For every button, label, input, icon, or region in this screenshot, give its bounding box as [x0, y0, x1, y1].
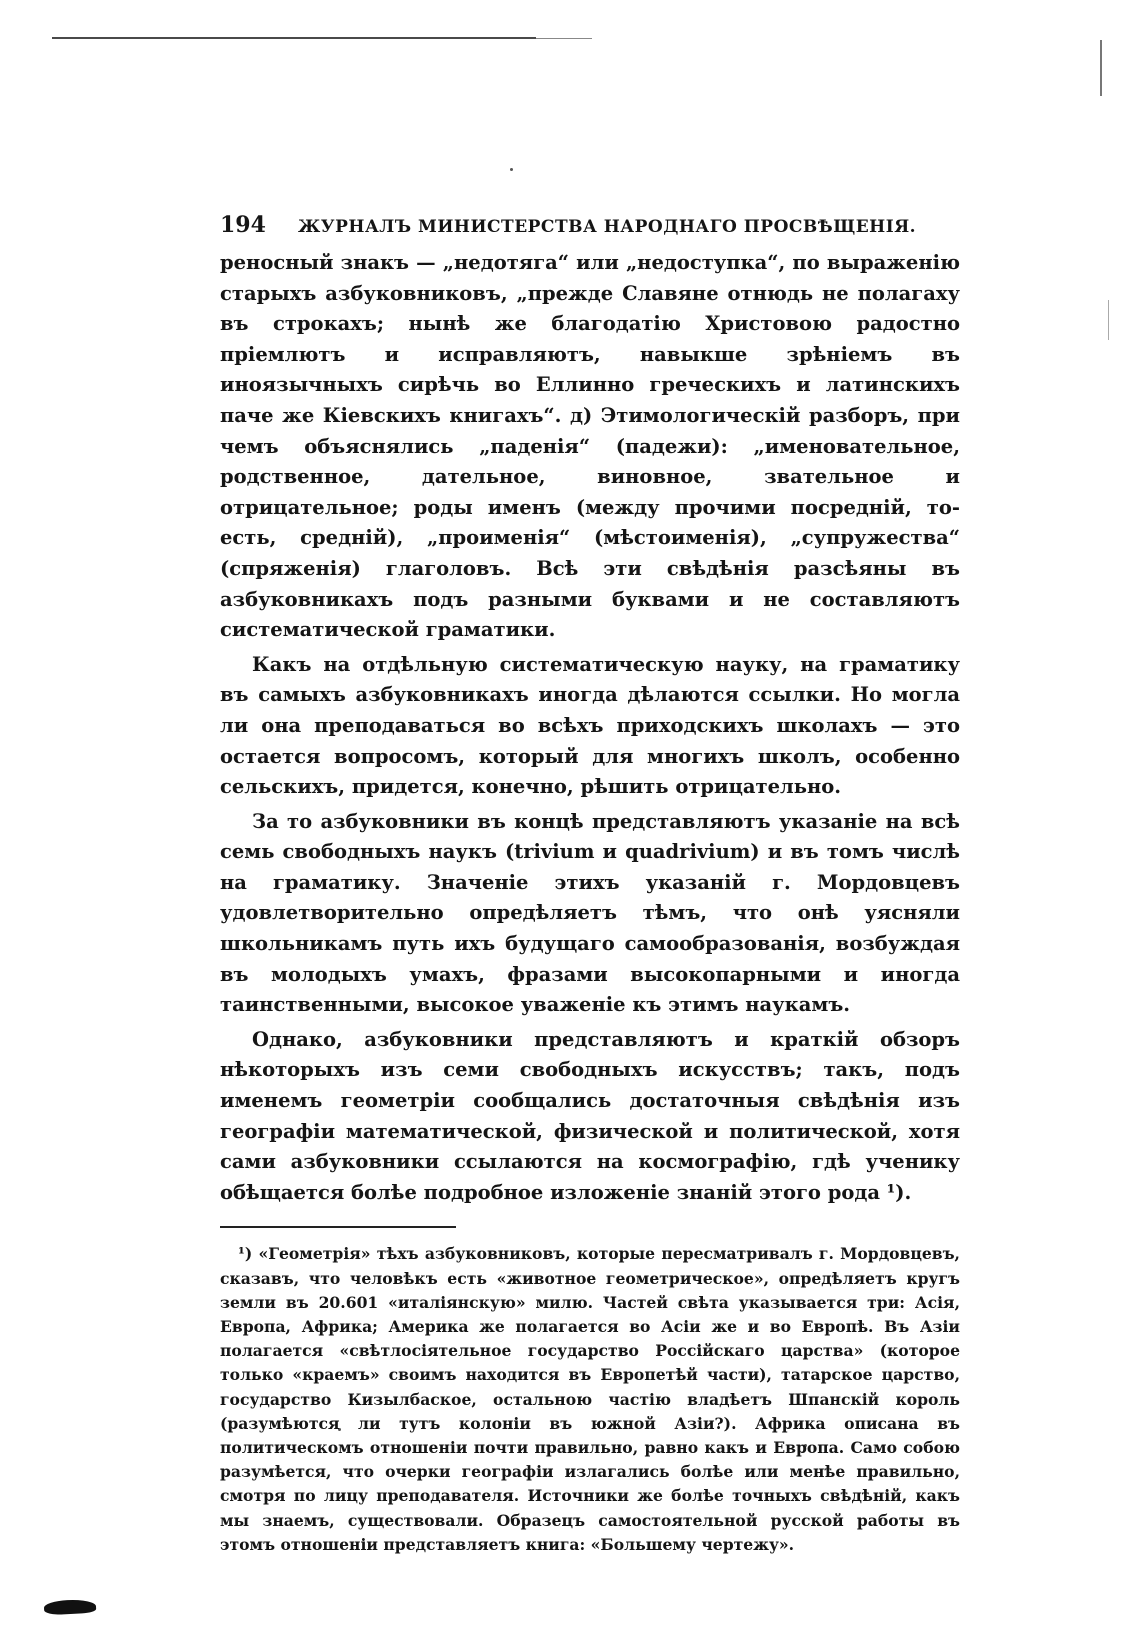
body-paragraph: Однако, азбуковники представляютъ и краткій обзоръ нѣкоторыхъ изъ семи свободныхъ искусствъ; такъ, подъ именемъ геометріи сообщались достаточныя свѣдѣнія изъ географіи математической, физической и политической, хотя сами азбуковники ссылаются на космографію, гдѣ ученику обѣщается болѣе подробное изложеніе знаній этого рода ¹).	[220, 1027, 960, 1204]
scan-ink-blot	[44, 1599, 97, 1616]
scan-speck	[510, 168, 513, 171]
body-paragraph: За то азбуковники въ концѣ представляютъ указаніе на всѣ семь свободныхъ наукъ (trivium и quadrivium) и въ томъ числѣ на граматику. Значеніе этихъ указаній г. Мордовцевъ удовлетворительно опредѣляетъ тѣмъ, что онѣ уясняли школьникамъ путь ихъ будущаго самообразованія, возбуждая въ молодыхъ умахъ, фразами высокопарными и иногда таинственными, высокое уваженіе къ этимъ наукамъ.	[220, 809, 960, 1017]
page-number: 194	[220, 212, 266, 238]
top-edge-rule	[52, 37, 536, 39]
scan-edge-mark-faint	[1108, 300, 1109, 340]
body-paragraph: Какъ на отдѣльную систематическую науку, на граматику въ самыхъ азбуковникахъ иногда дѣлаются ссылки. Но могла ли она преподаваться во всѣхъ приходскихъ школахъ — это остается вопросомъ, который для многихъ школъ, особенно сельскихъ, придется, конечно, рѣшить отрицательно.	[220, 652, 960, 799]
running-title: ЖУРНАЛЪ МИНИСТЕРСТВА НАРОДНАГО ПРОСВѢЩЕНІЯ.	[298, 217, 917, 237]
body-paragraph: реносный знакъ — „недотяга“ или „недоступка“, по выраженію старыхъ азбуковниковъ, „прежде Славяне отнюдь не полагаху въ строкахъ; нынѣ же благодатію Христовою радостно пріемлютъ и исправляютъ, навыкше зрѣніемъ въ иноязычныхъ сирѣчь во Еллинно греческихъ и латинскихъ паче же Кіевскихъ книгахъ“. д) Этимологическій разборъ, при чемъ объяснялись „паденія“ (падежи): „именовательное, родственное, дательное, виновное, звательное и отрицательное; роды именъ (между прочими посредній, то-есть, средній), „проименія“ (мѣстоименія), „супружества“ (спряженія) глаголовъ. Всѣ эти свѣдѣнія разсѣяны въ азбуковникахъ подъ разными буквами и не составляютъ систематической граматики.	[220, 251, 960, 642]
top-edge-rule-faint	[536, 38, 592, 39]
book-page	[220, 212, 960, 1557]
scan-edge-mark	[1100, 40, 1102, 96]
running-head	[220, 212, 960, 238]
footnote: ¹) «Геометрія» тѣхъ азбуковниковъ, которые пересматривалъ г. Мордовцевъ, сказавъ, что человѣкъ есть «животное геометрическое», опредѣляетъ кругъ земли въ 20.601 «италіянскую» милю. Частей свѣта указывается три: Асія, Европа, Африка; Америка же полагается во Асіи же и во Европѣ. Въ Азіи полагается «свѣтлосіятельное государство Россійскаго царства» (которое только «краемъ» своимъ находится въ Европетѣй части), татарское царство, государство Кизылбаское, остальною частію владѣетъ Шпанскій король (разумѣются ли тутъ колоніи въ южной Азіи?). Африка описана въ политическомъ отношеніи почти правильно, равно какъ и Европа. Само собою разумѣется, что очерки географіи излагались болѣе или менѣе правильно, смотря по лицу преподавателя. Источники же болѣе точныхъ свѣдѣній, какъ мы знаемъ, существовали. Образецъ самостоятельной русской работы въ этомъ отношеніи представляетъ книга: «Большему чертежу».	[220, 1244, 960, 1554]
footnote-separator	[220, 1226, 456, 1228]
